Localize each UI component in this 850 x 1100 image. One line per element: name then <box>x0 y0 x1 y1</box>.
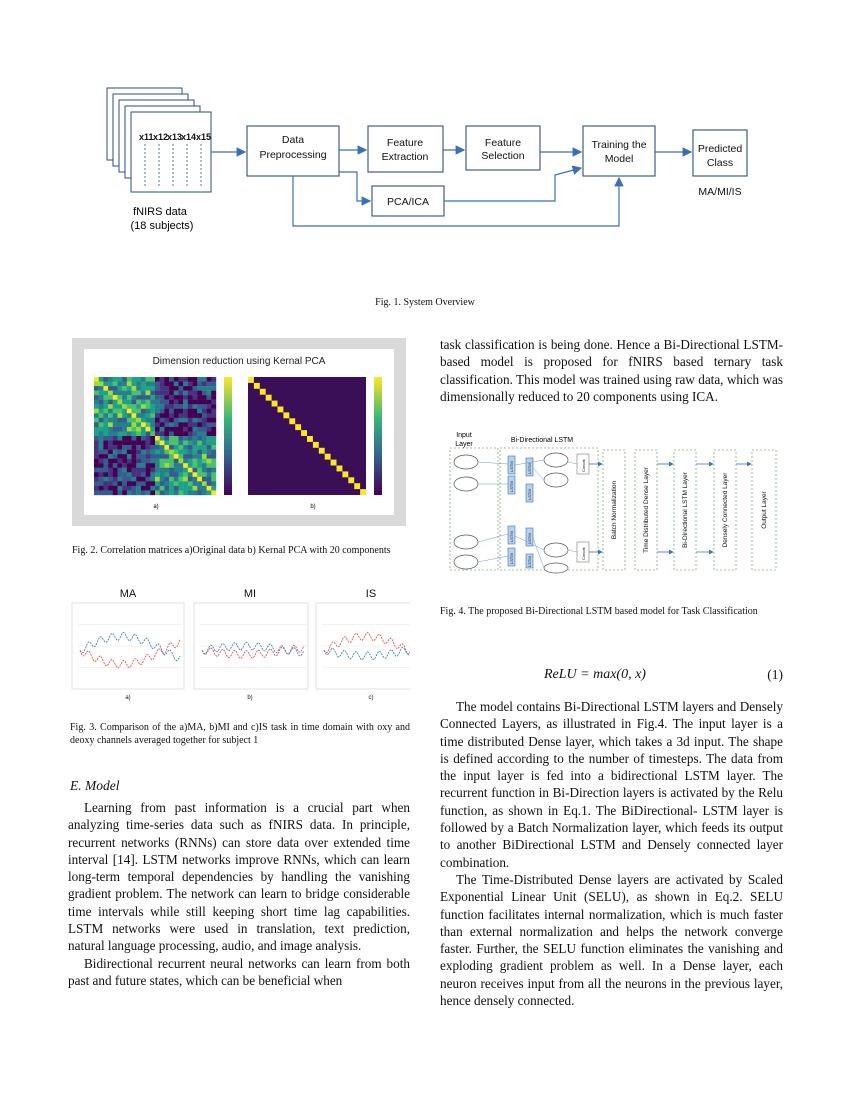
col-label: x12 <box>153 132 169 142</box>
fig2-sub-a: a) <box>153 504 159 510</box>
panel-sub: b) <box>247 695 253 701</box>
heatmap-kpca <box>248 377 366 495</box>
panel-title: MI <box>243 588 257 600</box>
paragraph: Learning from past information is a crucial part when analyzing time-series data such as fNIRS data. In principle, recurrent networks (RNNs) can store data over extended time interval [14]. LSTM networks improve RNNs, which can learn long-term temporal dependencies by handling the vanishing gradient problem. The network can learn to bridge considerable time intervals while still keeping short time lag capabilities. LSTM networks were used in translation, text prediction, natural language processing, audio, and image analysis. <box>68 800 410 954</box>
paragraph: The Time-Distributed Dense layers are activated by Scaled Exponential Linear Unit (SELU), as shown in Eq.2. SELU function facilitates internal normalization, which is much faster than external normalization and helps the network converge faster. Further, the SELU function eliminates the vanishing and exploding gradient problem as well. In a Dense layer, each neuron receives input from all the neurons in the previous layer, hence densely connected. <box>440 871 783 1009</box>
input-layer-label: Input <box>456 432 472 439</box>
right-column-body <box>440 698 783 1009</box>
lstm-label: LSTM <box>509 553 514 564</box>
figure-3-time-domain <box>70 583 410 703</box>
box-text: Model <box>604 153 634 165</box>
data-label-subjects: (18 subjects) <box>130 220 194 232</box>
box-text: Feature <box>386 137 424 149</box>
lstm-label: LSTM <box>527 533 532 544</box>
box-text: Preprocessing <box>259 149 327 161</box>
heatmap-original <box>94 377 216 495</box>
fig2-title: Dimension reduction using Kernal PCA <box>152 356 326 367</box>
classes-label: MA/MI/IS <box>698 186 742 198</box>
box-text: Feature <box>484 137 522 149</box>
bilstm-title: Bi-Directional LSTM <box>510 437 574 444</box>
box-text: Selection <box>481 150 525 162</box>
input-layer-label: Layer <box>455 441 473 448</box>
section-heading: E. Model <box>70 778 120 793</box>
concat-label: Concat <box>581 547 586 560</box>
paragraph: task classification is being done. Hence a Bi-Directional LSTM-based model is proposed for fNIRS based ternary task classification. This model was trained using raw data, which was dimensionally reduced to 20 components using ICA. <box>440 337 783 404</box>
col-label: x15 <box>196 132 212 142</box>
box-feature-extraction <box>368 126 443 172</box>
figure-1-system-overview <box>95 80 775 250</box>
colorbar-a <box>224 377 232 495</box>
equation-text: ReLU = max(0, x) <box>544 667 646 682</box>
lstm-label: LSTM <box>509 481 514 492</box>
layer-label: Time Distributed Dense Layer <box>643 467 650 553</box>
equation-1 <box>440 667 783 687</box>
layer-label: Bi-Directional LSTM Layer <box>682 472 689 548</box>
lstm-label: LSTM <box>509 461 514 472</box>
left-column-body <box>68 799 410 989</box>
layer-label: Output Layer <box>761 491 768 529</box>
box-text: Class <box>706 157 734 169</box>
figure-4-caption: Fig. 4. The proposed Bi-Directional LSTM based model for Task Classification <box>440 606 758 617</box>
figure-2-correlation-matrices <box>84 349 394 515</box>
box-text: PCA/ICA <box>386 196 430 208</box>
colorbar-b <box>374 377 382 495</box>
lstm-label: LSTM <box>527 556 532 567</box>
panel-sub: a) <box>125 695 131 701</box>
right-column-top <box>440 336 783 405</box>
panel-title: IS <box>365 588 377 600</box>
lstm-label: LSTM <box>509 531 514 542</box>
col-label: x14 <box>181 132 197 142</box>
panel-title: MA <box>119 588 137 600</box>
panel-sub: c) <box>368 695 374 701</box>
concat-label: Concat <box>581 459 586 472</box>
data-label: fNIRS data <box>133 206 187 218</box>
layer-label: Densely Connected Layer <box>722 472 729 548</box>
figure-3-caption: Fig. 3. Comparison of the a)MA, b)MI and c)IS task in time domain with oxy and deoxy channels averaged together for subject 1 <box>70 722 410 746</box>
lstm-label: LSTM <box>527 463 532 474</box>
figure-1-caption: Fig. 1. System Overview <box>375 297 475 308</box>
paragraph: The model contains Bi-Directional LSTM layers and Densely Connected Layers, as illustrated in Fig.4. The input layer is a time distributed Dense layer, which takes a 3d input. The shape is defined according to the number of timesteps. The data from the input layer is fed into a bidirectional LSTM layer. The recurrent function in Bi-Direction layers is activated by the Relu function, as shown in Eq.1. The BiDirectional- LSTM layer is followed by a Batch Normalization layer, which feeds its output to another BiDirectional LSTM and Densely connected layer combination. <box>440 699 783 870</box>
box-text: Data <box>281 134 305 146</box>
col-label: x11 <box>139 132 154 142</box>
box-text: Extraction <box>381 151 429 163</box>
fig2-sub-b: b) <box>310 504 316 510</box>
layer-label: Batch Normalization <box>611 480 618 540</box>
paragraph: Bidirectional recurrent neural networks can learn from both past and future states, which can be beneficial when <box>68 955 410 988</box>
box-text: Training the <box>591 139 647 151</box>
box-text: Predicted <box>697 143 743 155</box>
box-training <box>583 126 655 176</box>
lstm-label: LSTM <box>527 489 532 500</box>
col-label: x13 <box>167 132 183 142</box>
equation-number: (1) <box>767 667 783 682</box>
figure-2-caption: Fig. 2. Correlation matrices a)Original data b) Kernal PCA with 20 components <box>72 545 391 556</box>
figure-4-bilstm-model <box>448 428 784 574</box>
